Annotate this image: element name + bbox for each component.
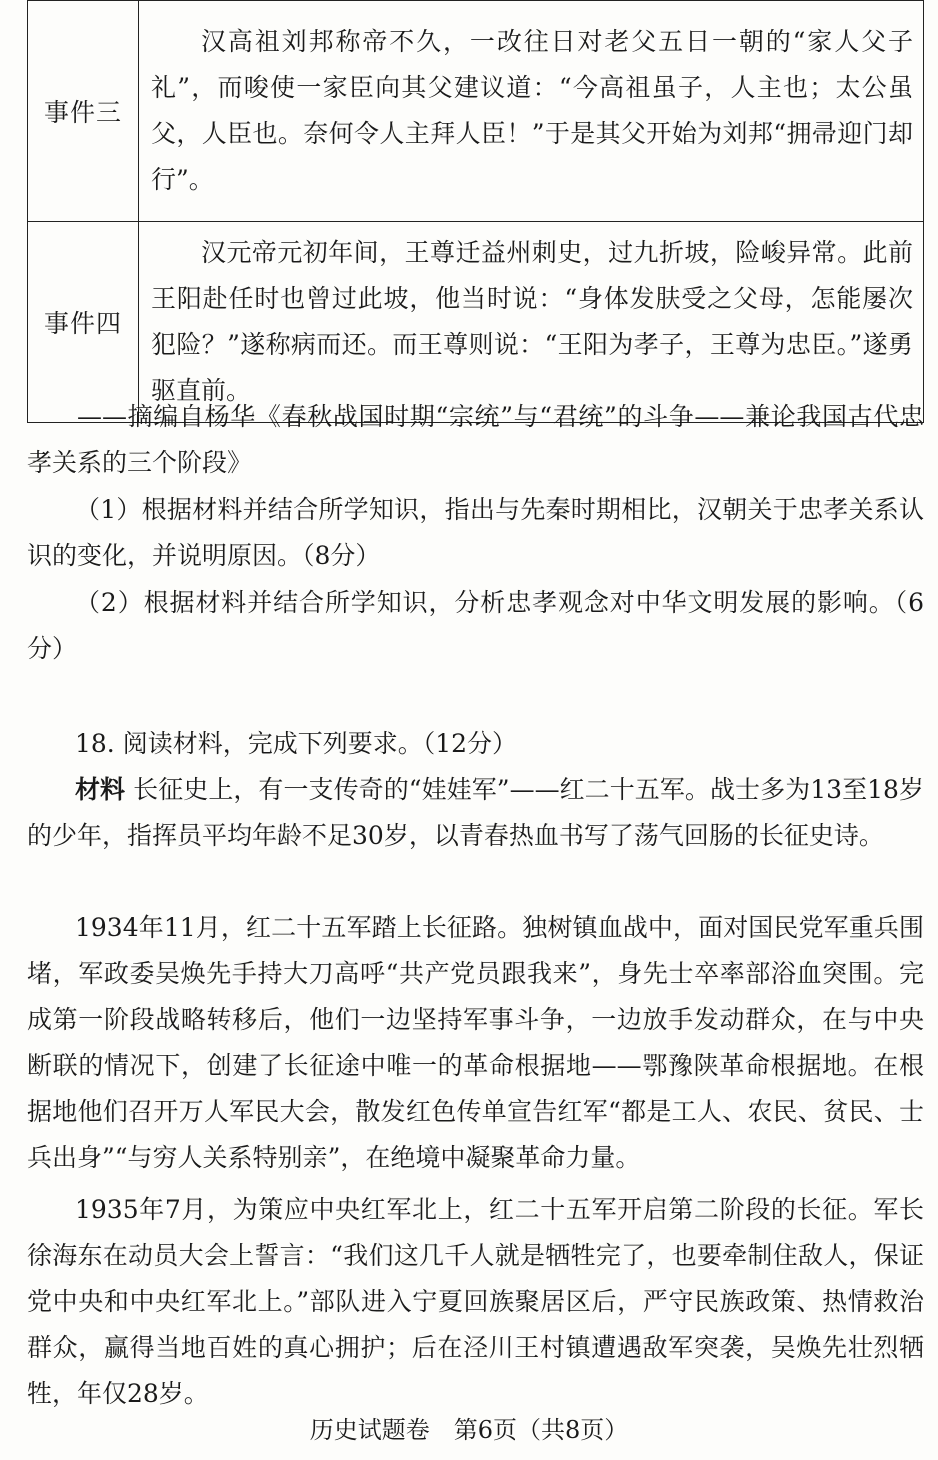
event-label: 事件四 — [28, 222, 139, 423]
material-label: 材料 — [75, 775, 126, 804]
events-table — [27, 0, 924, 423]
event-label: 事件三 — [28, 1, 139, 222]
event-text: 汉高祖刘邦称帝不久，一改往日对老父五日一朝的“家人父子礼”，而唆使一家臣向其父建议道：“今高祖虽子，人主也；太公虽父，人臣也。奈何令人主拜人臣！”于是其父开始为刘邦“拥帚迎门却行”。 — [139, 1, 924, 222]
question-1: （1）根据材料并结合所学知识，指出与先秦时期相比，汉朝关于忠孝关系认识的变化，并说明原因。（8分） — [27, 495, 924, 570]
material-paragraph — [27, 767, 924, 859]
question-2: （2）根据材料并结合所学知识，分析忠孝观念对中华文明发展的影响。（6分） — [27, 588, 924, 663]
page-footer: 历史试题卷 第6页（共8页） — [309, 1416, 629, 1444]
event-text: 汉元帝元初年间，王尊迁益州刺史，过九折坡，险峻异常。此前王阳赴任时也曾过此坡，他当时说：“身体发肤受之父母，怎能屡次犯险？”遂称病而还。而王尊则说：“王阳为孝子，王尊为忠臣。”遂勇驱直前。 — [139, 222, 924, 423]
paragraph-1935: 1935年7月，为策应中央红军北上，红二十五军开启第二阶段的长征。军长徐海东在动员大会上誓言：“我们这几千人就是牺牲完了，也要牵制住敌人，保证党中央和中央红军北上。”部队进入宁夏回族聚居区后，严守民族政策、热情救治群众，赢得当地百姓的真心拥护；后在泾川王村镇遭遇敌军突袭，吴焕先壮烈牺牲，年仅28岁。 — [27, 1195, 924, 1408]
source-citation: ——摘编自杨华《春秋战国时期“宗统”与“君统”的斗争——兼论我国古代忠孝关系的三个阶段》 — [27, 402, 924, 477]
event-row — [28, 222, 924, 423]
event-row — [28, 1, 924, 222]
question-18-heading: 18. 阅读材料，完成下列要求。（12分） — [75, 729, 518, 758]
paragraph-1934: 1934年11月，红二十五军踏上长征路。独树镇血战中，面对国民党军重兵围堵，军政委吴焕先手持大刀高呼“共产党员跟我来”，身先士卒率部浴血突围。完成第一阶段战略转移后，他们一边坚持军事斗争，一边放手发动群众，在与中央断联的情况下，创建了长征途中唯一的革命根据地——鄂豫陕革命根据地。在根据地他们召开万人军民大会，散发红色传单宣告红军“都是工人、农民、贫民、士兵出身”“与穷人关系特别亲”，在绝境中凝聚革命力量。 — [27, 913, 924, 1172]
material-intro: 长征史上，有一支传奇的“娃娃军”——红二十五军。战士多为13至18岁的少年，指挥员平均年龄不足30岁，以青春热血书写了荡气回肠的长征史诗。 — [27, 775, 924, 850]
